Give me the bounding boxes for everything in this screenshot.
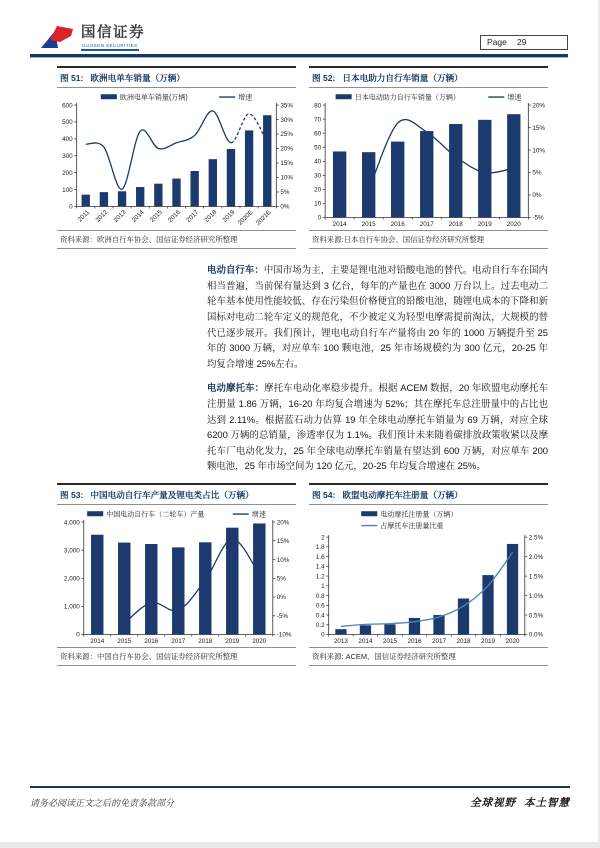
svg-text:0.0%: 0.0% <box>528 631 544 639</box>
paragraph-emoto-text: 摩托车电动化率稳步提升。根据 ACEM 数据，20 年欧盟电动摩托车注册量 1.86 万辆，16-20 年均复合增速为 52%；其在摩托车总注册量中的占比也达到 2.11%。根据蓝石动力估算 19 年全球电动摩托车销量为 69 万辆，对应全球 6200 万辆的总销量，渗透率仅为 1.1%。我们预计未来随着碳排放政策收紧以及摩托车厂电动化发力，25 年全球电动摩托车销量有望达到 600 万辆，对应单车 200 颗电池，25 年市场空间为 120 亿元，20-25 年均复合增速在 25%。 <box>207 382 548 472</box>
svg-text:30: 30 <box>314 172 322 180</box>
guosen-logo-icon <box>40 24 76 51</box>
svg-text:70: 70 <box>314 115 322 123</box>
brand-text <box>81 26 145 52</box>
svg-text:2,000: 2,000 <box>63 575 80 583</box>
figure-53 <box>57 483 296 666</box>
paragraph-ebike <box>207 262 548 371</box>
brand-name-cn: 国信证券 <box>81 24 145 41</box>
figure-53-label: 图 53: <box>60 489 84 500</box>
svg-text:2020: 2020 <box>506 220 521 228</box>
header-divider <box>30 54 568 58</box>
svg-text:2020: 2020 <box>252 637 267 645</box>
svg-text:中国电动自行车（二轮车）产量: 中国电动自行车（二轮车）产量 <box>106 510 205 518</box>
svg-text:1.2: 1.2 <box>315 572 325 580</box>
svg-text:2015: 2015 <box>382 637 397 645</box>
svg-text:2018: 2018 <box>456 637 471 645</box>
paragraph-ebike-text: 中国市场为主，主要是锂电池对铅酸电池的替代。电动自行车在国内相当普遍，当前保有量达到 3 亿台，每年的产量也在 3000 万台以上。过去电动二轮车基本使用性能较低、存在污染但价格便宜的铅酸电池，随锂电成本的下降和新国标对电动二轮车定义的规范化，不少被定义为轻型电摩需提前淘汰，大规模的替代已逐步展开。我们预计，锂电电动自行车产量将由 20 年的 1000 万辆提升至 25 年的 3000 万辆，对应单车 100 颗电池，25 年市场规模约为 300 亿元，20-25 年均复合增速 25%左右。 <box>207 264 548 369</box>
svg-text:0.6: 0.6 <box>315 602 325 610</box>
svg-text:3,000: 3,000 <box>63 546 80 554</box>
svg-text:2017: 2017 <box>419 220 434 228</box>
footer-slogan <box>470 795 570 810</box>
svg-text:占摩托车注册量比重: 占摩托车注册量比重 <box>380 522 444 530</box>
svg-text:2020E: 2020E <box>236 208 255 227</box>
figure-52-name: 日本电助力自行车销量（万辆） <box>342 72 463 83</box>
svg-text:0: 0 <box>321 631 325 639</box>
svg-text:5%: 5% <box>276 575 286 583</box>
footer-slogan-a: 全球视野 <box>470 797 517 809</box>
svg-text:600: 600 <box>62 101 73 109</box>
svg-text:10%: 10% <box>276 556 290 564</box>
svg-text:欧洲电单车销量(万辆): 欧洲电单车销量(万辆) <box>119 93 188 101</box>
svg-text:4,000: 4,000 <box>63 518 80 526</box>
svg-text:200: 200 <box>62 169 73 177</box>
svg-text:15%: 15% <box>280 159 293 167</box>
svg-text:0.8: 0.8 <box>315 592 325 600</box>
svg-text:1.8: 1.8 <box>315 543 325 551</box>
svg-text:0%: 0% <box>532 191 542 199</box>
svg-text:日本电动助力自行车销量（万辆）: 日本电动助力自行车销量（万辆） <box>354 93 460 101</box>
svg-text:0%: 0% <box>276 593 286 601</box>
body-text <box>207 262 548 474</box>
svg-text:20%: 20% <box>276 518 290 526</box>
svg-text:-5%: -5% <box>532 214 544 222</box>
svg-text:0.5%: 0.5% <box>528 611 544 619</box>
footer-divider <box>30 786 570 788</box>
svg-text:2016: 2016 <box>144 637 159 645</box>
svg-text:2019: 2019 <box>480 637 496 645</box>
svg-text:2.5%: 2.5% <box>528 533 544 541</box>
svg-text:2017: 2017 <box>431 637 447 645</box>
svg-text:1,000: 1,000 <box>63 603 80 611</box>
svg-text:1.6: 1.6 <box>315 553 325 561</box>
figure-54-source: 资料来源: ACEM、国信证券经济研究所整理 <box>309 647 548 666</box>
svg-text:2015: 2015 <box>361 220 376 228</box>
charts-row-1 <box>57 66 548 249</box>
paragraph-emoto-lead: 电动摩托车： <box>207 382 265 394</box>
svg-text:2.0%: 2.0% <box>528 553 544 561</box>
svg-text:2016: 2016 <box>407 637 422 645</box>
svg-text:2019: 2019 <box>221 208 237 224</box>
svg-text:20: 20 <box>314 186 322 194</box>
svg-text:-10%: -10% <box>276 631 292 639</box>
figure-51-name: 欧洲电单车销量（万辆） <box>90 72 185 83</box>
svg-text:2016: 2016 <box>390 220 405 228</box>
chart-china-ebike-output <box>57 507 296 648</box>
svg-text:25%: 25% <box>280 130 293 138</box>
svg-text:2014: 2014 <box>332 220 347 228</box>
svg-text:15%: 15% <box>532 124 545 132</box>
svg-text:2015: 2015 <box>148 208 164 224</box>
figure-52-label: 图 52: <box>312 72 336 83</box>
svg-text:2013: 2013 <box>112 208 128 224</box>
figure-52-title <box>309 66 548 88</box>
svg-text:2015: 2015 <box>117 637 132 645</box>
svg-text:2019: 2019 <box>225 637 240 645</box>
svg-text:0: 0 <box>76 631 80 639</box>
page-footer <box>30 786 570 810</box>
svg-text:2018: 2018 <box>198 637 213 645</box>
svg-text:500: 500 <box>62 118 73 126</box>
page-number-box <box>480 35 568 51</box>
figure-53-source: 资料来源：中国自行车协会、国信证券经济研究所整理 <box>57 647 296 666</box>
svg-text:0: 0 <box>69 203 73 211</box>
svg-text:1: 1 <box>321 582 325 590</box>
footer-row <box>30 795 570 810</box>
svg-text:400: 400 <box>62 135 73 143</box>
svg-text:35%: 35% <box>280 101 293 109</box>
svg-text:2011: 2011 <box>76 208 92 224</box>
figure-52-source: 资料来源:日本自行车协会、国信证券经济研究所整理 <box>309 230 548 249</box>
svg-text:0%: 0% <box>280 203 290 211</box>
svg-text:0.4: 0.4 <box>315 611 325 619</box>
paragraph-emoto <box>207 380 548 474</box>
svg-text:增速: 增速 <box>251 510 266 518</box>
footer-disclaimer: 请务必阅读正文之后的免责条款部分 <box>30 798 175 808</box>
figure-54-name: 欧盟电动摩托车注册量（万辆） <box>342 489 463 500</box>
figure-53-name: 中国电动自行车产量及锂电类占比（万辆） <box>90 489 254 500</box>
svg-text:10%: 10% <box>532 146 545 154</box>
svg-text:2017: 2017 <box>171 637 186 645</box>
svg-text:10: 10 <box>314 200 322 208</box>
figure-51-source: 资料来源：欧洲自行车协会、国信证券经济研究所整理 <box>57 230 296 249</box>
figure-53-title <box>57 483 296 505</box>
svg-text:10%: 10% <box>280 174 293 182</box>
svg-text:20%: 20% <box>532 101 545 109</box>
figure-51 <box>57 66 296 249</box>
svg-text:1.5%: 1.5% <box>528 572 544 580</box>
svg-text:80: 80 <box>314 101 322 109</box>
brand-name-en: GUOSEN SECURITIES <box>81 42 139 52</box>
svg-text:2016: 2016 <box>167 208 182 224</box>
svg-text:300: 300 <box>62 152 73 160</box>
page-number: 29 <box>516 37 527 47</box>
page-header <box>0 0 598 51</box>
svg-text:2014: 2014 <box>130 208 146 224</box>
chart-eu-emoto-registrations <box>309 507 548 648</box>
svg-text:增速: 增速 <box>238 93 253 101</box>
svg-text:2020: 2020 <box>505 637 520 645</box>
svg-text:-5%: -5% <box>276 612 289 620</box>
svg-text:60: 60 <box>314 129 322 137</box>
svg-text:1.0%: 1.0% <box>528 592 544 600</box>
svg-text:50: 50 <box>314 143 322 151</box>
figure-54-title <box>309 483 548 505</box>
brand-logo <box>40 24 145 51</box>
svg-text:2021E: 2021E <box>254 208 273 227</box>
chart-japan-ebike-sales <box>309 90 548 231</box>
svg-text:2017: 2017 <box>185 208 201 224</box>
footer-slogan-b: 本土智慧 <box>524 797 570 809</box>
header-rule-thin <box>30 57 568 58</box>
svg-text:2014: 2014 <box>358 637 373 645</box>
svg-text:2018: 2018 <box>448 220 463 228</box>
svg-text:5%: 5% <box>280 188 290 196</box>
svg-text:20%: 20% <box>280 145 293 153</box>
svg-text:2018: 2018 <box>203 208 219 224</box>
svg-text:电动摩托注册量（万辆）: 电动摩托注册量（万辆） <box>380 510 458 518</box>
svg-text:30%: 30% <box>280 116 293 124</box>
svg-text:15%: 15% <box>276 537 290 545</box>
svg-text:2014: 2014 <box>90 637 105 645</box>
paragraph-ebike-lead: 电动自行车： <box>207 264 264 276</box>
svg-text:1.4: 1.4 <box>315 563 325 571</box>
charts-row-2 <box>57 483 548 666</box>
figure-51-label: 图 51: <box>60 72 84 83</box>
svg-text:2019: 2019 <box>477 220 492 228</box>
svg-text:增速: 增速 <box>507 93 522 101</box>
svg-text:2012: 2012 <box>94 208 110 224</box>
figure-54-label: 图 54: <box>312 489 336 500</box>
svg-text:100: 100 <box>62 186 73 194</box>
svg-text:5%: 5% <box>532 169 542 177</box>
figure-54 <box>309 483 548 666</box>
svg-text:2: 2 <box>321 533 325 541</box>
chart-europe-ebike-sales <box>57 90 296 231</box>
svg-text:2013: 2013 <box>333 637 348 645</box>
figure-52 <box>309 66 548 249</box>
page-label: Page <box>487 37 507 47</box>
svg-text:0.2: 0.2 <box>315 621 325 629</box>
svg-text:40: 40 <box>314 158 322 166</box>
figure-51-title <box>57 66 296 88</box>
svg-text:0: 0 <box>317 214 322 222</box>
